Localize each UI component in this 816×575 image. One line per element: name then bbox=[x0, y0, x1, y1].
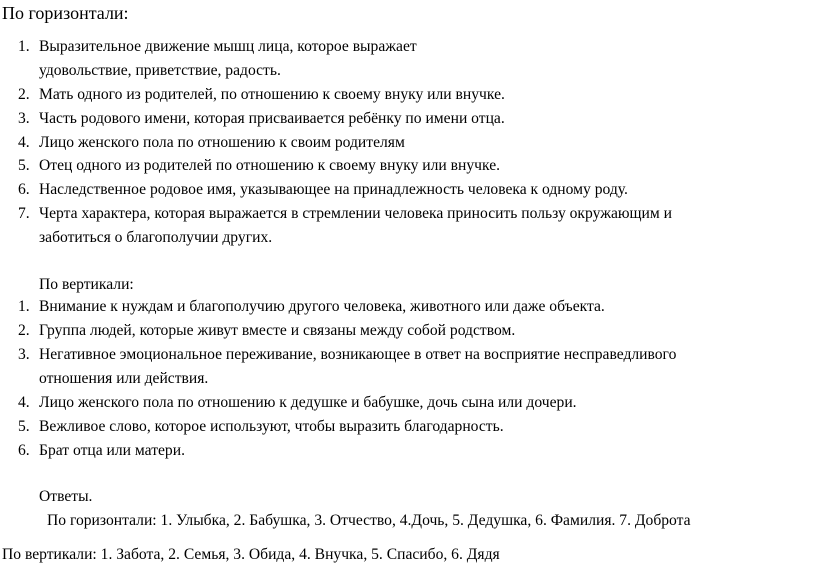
item-text: Мать одного из родителей, по отношению к своему внуку или внучке. bbox=[39, 86, 505, 103]
item-text: отношения или действия. bbox=[39, 370, 209, 387]
horizontal-heading: По горизонтали: bbox=[2, 3, 129, 23]
item-number: 1. bbox=[18, 298, 30, 315]
item-number: 4. bbox=[18, 394, 30, 411]
item-text: Брат отца или матери. bbox=[39, 442, 185, 459]
item-text: Лицо женского пола по отношению к своим родителям bbox=[39, 134, 405, 151]
item-number: 5. bbox=[18, 418, 30, 435]
item-text: заботиться о благополучии других. bbox=[39, 229, 273, 246]
item-number: 2. bbox=[18, 322, 30, 339]
item-number: 7. bbox=[18, 205, 30, 222]
item-text: Черта характера, которая выражается в стремлении человека приносить пользу окружающим и bbox=[39, 205, 673, 222]
item-text: Группа людей, которые живут вместе и связаны между собой родством. bbox=[39, 322, 516, 339]
item-text: удовольствие, приветствие, радость. bbox=[39, 62, 281, 79]
item-number: 4. bbox=[18, 134, 30, 151]
item-text: Часть родового имени, которая присваивается ребёнку по имени отца. bbox=[39, 110, 505, 127]
item-number: 3. bbox=[18, 346, 30, 363]
item-text: Негативное эмоциональное переживание, возникающее в ответ на восприятие несправедливого bbox=[39, 346, 677, 363]
answers-vertical: По вертикали: 1. Забота, 2. Семья, 3. Обида, 4. Внучка, 5. Спасибо, 6. Дядя bbox=[2, 546, 500, 563]
item-number: 3. bbox=[18, 110, 30, 127]
vertical-heading: По вертикали: bbox=[39, 276, 134, 293]
item-number: 6. bbox=[18, 181, 30, 198]
item-number: 2. bbox=[18, 86, 30, 103]
item-text: Вежливое слово, которое используют, чтобы выразить благодарность. bbox=[39, 418, 504, 435]
item-text: Лицо женского пола по отношению к дедушке и бабушке, дочь сына или дочери. bbox=[39, 394, 577, 411]
item-text: Внимание к нуждам и благополучию другого человека, животного или даже объекта. bbox=[39, 298, 605, 315]
item-text: Наследственное родовое имя, указывающее на принадлежность человека к одному роду. bbox=[39, 181, 628, 198]
item-number: 5. bbox=[18, 157, 30, 174]
answers-horizontal: По горизонтали: 1. Улыбка, 2. Бабушка, 3. Отчество, 4.Дочь, 5. Дедушка, 6. Фамилия. 7. Доброта bbox=[47, 512, 691, 529]
item-text: Выразительное движение мышц лица, которое выражает bbox=[39, 38, 417, 55]
item-number: 6. bbox=[18, 442, 30, 459]
item-text: Отец одного из родителей по отношению к своему внуку или внучке. bbox=[39, 157, 501, 174]
item-number: 1. bbox=[18, 38, 30, 55]
answers-heading: Ответы. bbox=[39, 488, 93, 505]
